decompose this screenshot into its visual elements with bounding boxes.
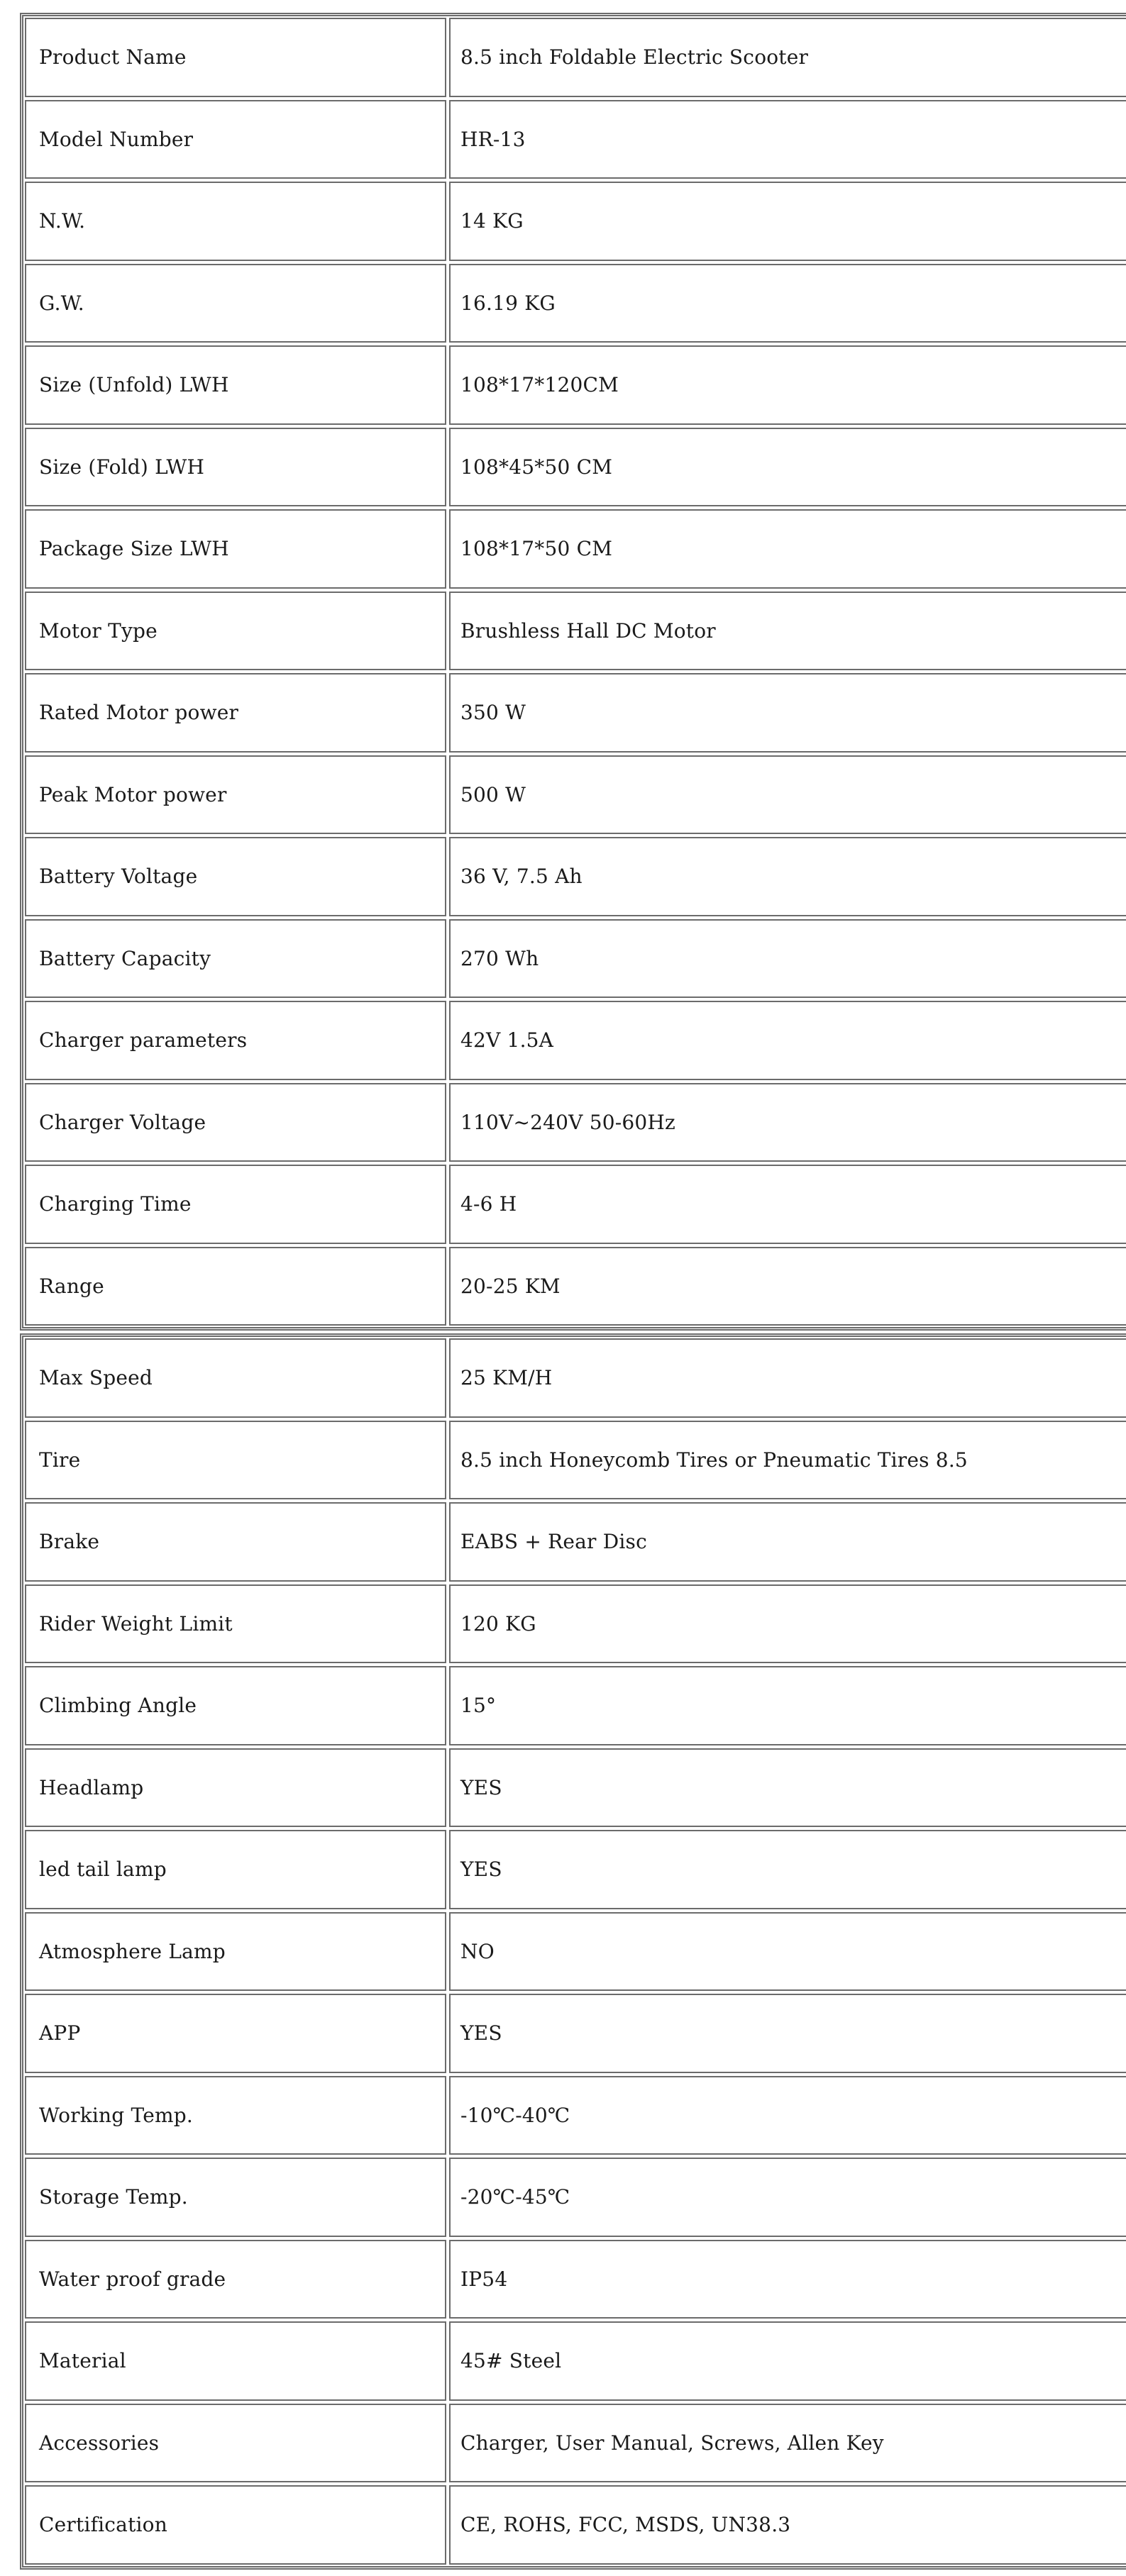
spec-label: Water proof grade: [25, 2240, 446, 2319]
spec-label: Max Speed: [25, 1338, 446, 1418]
spec-label: Climbing Angle: [25, 1666, 446, 1745]
spec-label: Size (Fold) LWH: [25, 428, 446, 507]
table-row: [23, 99, 1126, 181]
table-row: [23, 590, 1126, 672]
table-row: [23, 262, 1126, 345]
spec-label: Certification: [25, 2485, 446, 2565]
spec-value: 110V~240V 50-60Hz: [449, 1083, 1126, 1162]
spec-label: Brake: [25, 1502, 446, 1582]
spec-value: HR-13: [449, 100, 1126, 179]
table-row: [23, 1245, 1126, 1328]
table-row: [23, 1665, 1126, 1747]
spec-value: EABS + Rear Disc: [449, 1502, 1126, 1582]
spec-value: 15°: [449, 1666, 1126, 1745]
table-row: [23, 16, 1126, 99]
spec-table: [20, 13, 1126, 2572]
spec-label: APP: [25, 1994, 446, 2073]
spec-label: Charger Voltage: [25, 1083, 446, 1162]
spec-value: 120 KG: [449, 1584, 1126, 1664]
spec-value: 4-6 H: [449, 1165, 1126, 1244]
spec-label: Tire: [25, 1421, 446, 1500]
spec-value: 42V 1.5A: [449, 1001, 1126, 1080]
table-row: [23, 1828, 1126, 1911]
spec-group: [20, 13, 1126, 1331]
spec-label: Storage Temp.: [25, 2158, 446, 2237]
table-row: [23, 754, 1126, 836]
spec-value: NO: [449, 1912, 1126, 1992]
spec-value: 20-25 KM: [449, 1247, 1126, 1326]
spec-label: Accessories: [25, 2404, 446, 2483]
table-row: [23, 180, 1126, 262]
spec-value: 8.5 inch Foldable Electric Scooter: [449, 18, 1126, 97]
spec-label: Range: [25, 1247, 446, 1326]
table-row: [23, 508, 1126, 590]
spec-label: Battery Capacity: [25, 919, 446, 999]
spec-value: -10℃-40℃: [449, 2076, 1126, 2155]
spec-label: led tail lamp: [25, 1830, 446, 1909]
spec-value: 108*45*50 CM: [449, 428, 1126, 507]
spec-group: [20, 1333, 1126, 2570]
spec-value: 14 KG: [449, 182, 1126, 261]
table-row: [23, 2075, 1126, 2157]
table-row: [23, 1337, 1126, 1419]
spec-label: Atmosphere Lamp: [25, 1912, 446, 1992]
table-row: [23, 835, 1126, 918]
spec-value: 350 W: [449, 673, 1126, 753]
table-row: [23, 2402, 1126, 2485]
spec-label: Headlamp: [25, 1748, 446, 1828]
spec-label: Charging Time: [25, 1165, 446, 1244]
spec-label: N.W.: [25, 182, 446, 261]
table-row: [23, 918, 1126, 1000]
spec-label: Model Number: [25, 100, 446, 179]
spec-value: YES: [449, 1748, 1126, 1828]
table-row: [23, 2320, 1126, 2402]
spec-label: Peak Motor power: [25, 755, 446, 835]
table-row: [23, 2156, 1126, 2238]
table-row: [23, 1419, 1126, 1501]
table-row: [23, 1911, 1126, 1993]
spec-value: YES: [449, 1830, 1126, 1909]
spec-value: 270 Wh: [449, 919, 1126, 999]
table-row: [23, 1163, 1126, 1245]
spec-value: CE, ROHS, FCC, MSDS, UN38.3: [449, 2485, 1126, 2565]
spec-label: Material: [25, 2321, 446, 2401]
spec-value: IP54: [449, 2240, 1126, 2319]
spec-value: -20℃-45℃: [449, 2158, 1126, 2237]
table-row: [23, 1747, 1126, 1829]
table-row: [23, 1992, 1126, 2075]
spec-label: Rated Motor power: [25, 673, 446, 753]
spec-label: Size (Unfold) LWH: [25, 345, 446, 425]
spec-value: YES: [449, 1994, 1126, 2073]
spec-value: 36 V, 7.5 Ah: [449, 837, 1126, 916]
spec-value: 8.5 inch Honeycomb Tires or Pneumatic Tires 8.5: [449, 1421, 1126, 1500]
spec-value: 108*17*50 CM: [449, 509, 1126, 589]
spec-value: 25 KM/H: [449, 1338, 1126, 1418]
spec-value: Brushless Hall DC Motor: [449, 592, 1126, 671]
table-row: [23, 344, 1126, 426]
spec-value: 16.19 KG: [449, 264, 1126, 343]
spec-value: 108*17*120CM: [449, 345, 1126, 425]
table-row: [23, 1583, 1126, 1665]
spec-label: Charger parameters: [25, 1001, 446, 1080]
spec-value: 45# Steel: [449, 2321, 1126, 2401]
spec-value: 500 W: [449, 755, 1126, 835]
table-row: [23, 1501, 1126, 1583]
spec-label: Rider Weight Limit: [25, 1584, 446, 1664]
spec-label: Package Size LWH: [25, 509, 446, 589]
table-row: [23, 426, 1126, 509]
table-row: [23, 672, 1126, 754]
spec-label: Working Temp.: [25, 2076, 446, 2155]
spec-label: Motor Type: [25, 592, 446, 671]
spec-label: G.W.: [25, 264, 446, 343]
table-row: [23, 999, 1126, 1082]
table-row: [23, 2484, 1126, 2566]
spec-label: Product Name: [25, 18, 446, 97]
table-row: [23, 2238, 1126, 2321]
spec-label: Battery Voltage: [25, 837, 446, 916]
table-row: [23, 1082, 1126, 1164]
spec-value: Charger, User Manual, Screws, Allen Key: [449, 2404, 1126, 2483]
